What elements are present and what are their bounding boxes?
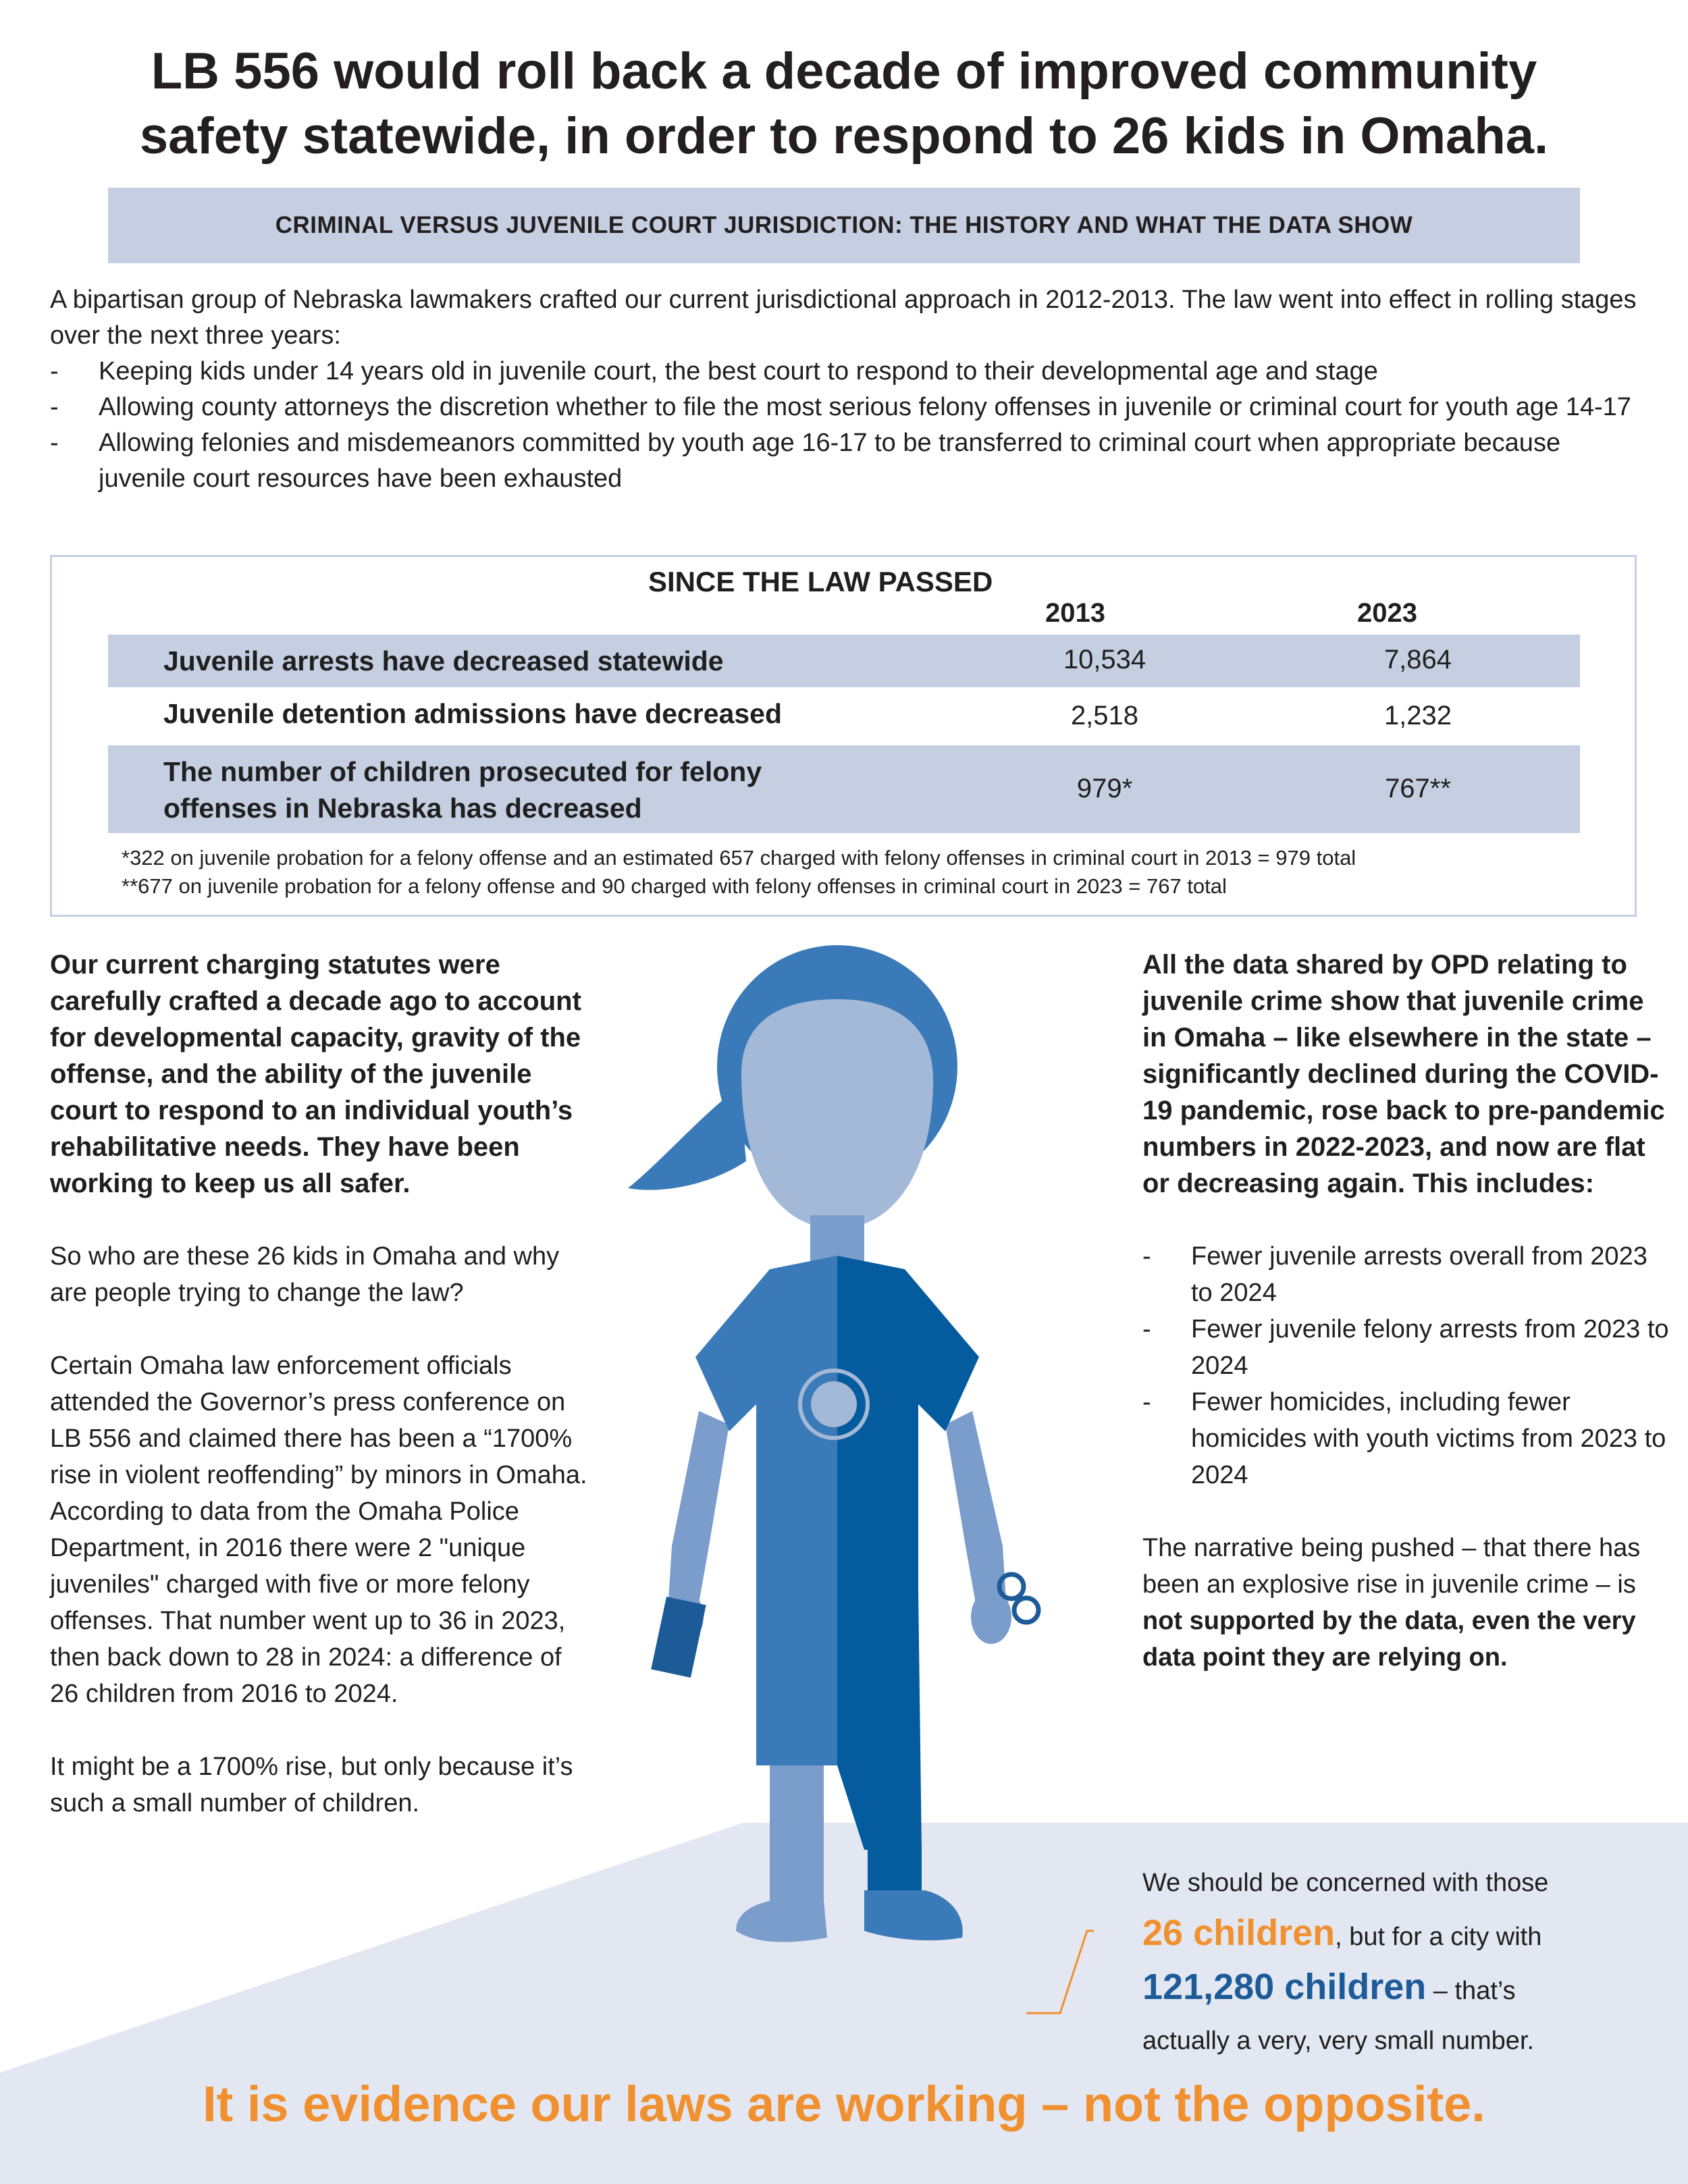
left-column [50,947,590,1858]
intro-bullet: - Keeping kids under 14 years old in juvenile court, the best court to respond to their developmental age and stage [50,357,1378,385]
stats-row-felony [108,745,1580,833]
callout-line4: actually a very, very small number. [1142,2027,1535,2055]
row-value-2023: 767** [1385,774,1451,803]
right-bullet-text: Fewer juvenile arrests overall from 2023 to 2024 [1191,1242,1647,1307]
stats-footnotes [122,844,1356,901]
callout-line3 [1142,1962,1656,2016]
intro-bullet-list [50,354,1650,497]
right-bullet: - Fewer juvenile arrests overall from 2023 to 2024 [1142,1242,1647,1307]
right-bullet: - Fewer homicides, including fewer homicides with youth victims from 2023 to 2024 [1142,1388,1666,1489]
subtitle-band [108,188,1580,263]
callout-box [1142,1858,1656,2066]
left-question-paragraph: So who are these 26 kids in Omaha and why are people trying to change the law? [50,1242,560,1307]
row-label [163,753,762,826]
row-value-2023: 7,864 [1383,645,1452,674]
year-2023-header: 2023 [1357,598,1417,628]
row-label-line2: offenses in Nebraska has decreased [163,793,642,824]
stats-row-arrests [108,635,1580,687]
closing-statement: It is evidence our laws are working – not the opposite. [203,2076,1485,2132]
right-bullet: - Fewer juvenile felony arrests from 2023 to 2024 [1142,1315,1669,1380]
stats-title: SINCE THE LAW PASSED [648,566,993,597]
child-figure-illustration [621,938,1094,2025]
callout-line2 [1142,1908,1656,1962]
right-column [1142,947,1669,1712]
callout-line1: We should be concerned with those [1142,1869,1549,1897]
callout-tail: – that’s [1426,1977,1516,2005]
row-label: Juvenile detention admissions have decreased [163,698,783,729]
right-bullet-list [1142,1238,1669,1493]
intro-section [50,282,1650,497]
row-value-2013: 2,518 [1070,701,1139,730]
callout-city-count: 121,280 children [1142,1967,1427,2007]
intro-bullet: - Allowing felonies and misdemeanors committed by youth age 16-17 to be transferred to criminal court when appropriate because juvenile court resources have been exhausted [50,429,1561,493]
left-conclusion-paragraph: It might be a 1700% rise, but only because it’s such a small number of children. [50,1753,573,1817]
row-value-2013: 979* [1076,774,1133,803]
row-label-line1: The number of children prosecuted for felony [163,756,762,787]
page-title: LB 556 would roll back a decade of improved community safety statewide, in order to respond to 26 kids in Omaha. [139,43,1549,165]
right-bullet-text: Fewer homicides, including fewer homicides with youth victims from 2023 to 2024 [1191,1388,1666,1489]
row-value-2013: 10,534 [1063,645,1146,674]
year-2013-header: 2013 [1045,598,1105,628]
row-label: Juvenile arrests have decreased statewide [163,645,724,676]
stats-row-detention [108,691,1580,744]
intro-bullet-text: Allowing county attorneys the discretion whether to file the most serious felony offenses in juvenile or criminal court for youth age 14-17 [99,393,1631,421]
narrative-paragraph [1142,1530,1669,1676]
right-bullet-text: Fewer juvenile felony arrests from 2023 to 2024 [1191,1315,1669,1380]
left-lead-paragraph: Our current charging statutes were carefully crafted a decade ago to account for developmental capacity, gravity of the offense, and the ability of the juvenile court to respond to an individual youth’s rehabilitative needs. They have been working to keep us all safer. [50,950,581,1198]
narrative-start: The narrative being pushed – that there has been an explosive rise in juvenile crime – is [1142,1534,1641,1599]
narrative-bold: not supported by the data, even the very data point they are relying on. [1142,1607,1636,1672]
intro-bullet: - Allowing county attorneys the discretion whether to file the most serious felony offenses in juvenile or criminal court for youth age 14-17 [50,393,1631,421]
callout-kids-count: 26 children [1142,1913,1336,1953]
footnote-2013: *322 on juvenile probation for a felony offense and an estimated 657 charged with felony offenses in criminal court in 2013 = 979 total [122,846,1356,870]
right-lead-paragraph: All the data shared by OPD relating to juvenile crime show that juvenile crime in Omaha – like elsewhere in the state – significantly declined during the COVID-19 pandemic, rose back to pre-pandemic numbers in 2022-2023, and now are flat or decreasing again. This includes: [1142,950,1665,1198]
intro-paragraph: A bipartisan group of Nebraska lawmakers crafted our current jurisdictional approach in 2012-2013. The law went into effect in rolling stages over the next three years: [50,286,1637,350]
subtitle-text: CRIMINAL VERSUS JUVENILE COURT JURISDICTION: THE HISTORY AND WHAT THE DATA SHOW [275,212,1413,238]
intro-bullet-text: Keeping kids under 14 years old in juvenile court, the best court to respond to their developmental age and stage [99,357,1378,385]
left-data-paragraph: Certain Omaha law enforcement officials attended the Governor’s press conference on LB 556 and claimed there has been a “1700% rise in violent reoffending” by minors in Omaha. According to data from the Omaha Police Department, in 2016 there were 2 "unique juveniles" charged with five or more felony offenses. That number went up to 36 in 2023, then back down to 28 in 2024: a difference of 26 children from 2016 to 2024. [50,1352,587,1708]
callout-mid: , but for a city with [1335,1923,1542,1951]
intro-bullet-text: Allowing felonies and misdemeanors committed by youth age 16-17 to be transferred to criminal court when appropriate because juvenile court resources have been exhausted [99,429,1561,493]
row-value-2023: 1,232 [1383,701,1452,730]
footnote-2023: **677 on juvenile probation for a felony offense and 90 charged with felony offenses in criminal court in 2023 = 767 total [122,874,1227,898]
